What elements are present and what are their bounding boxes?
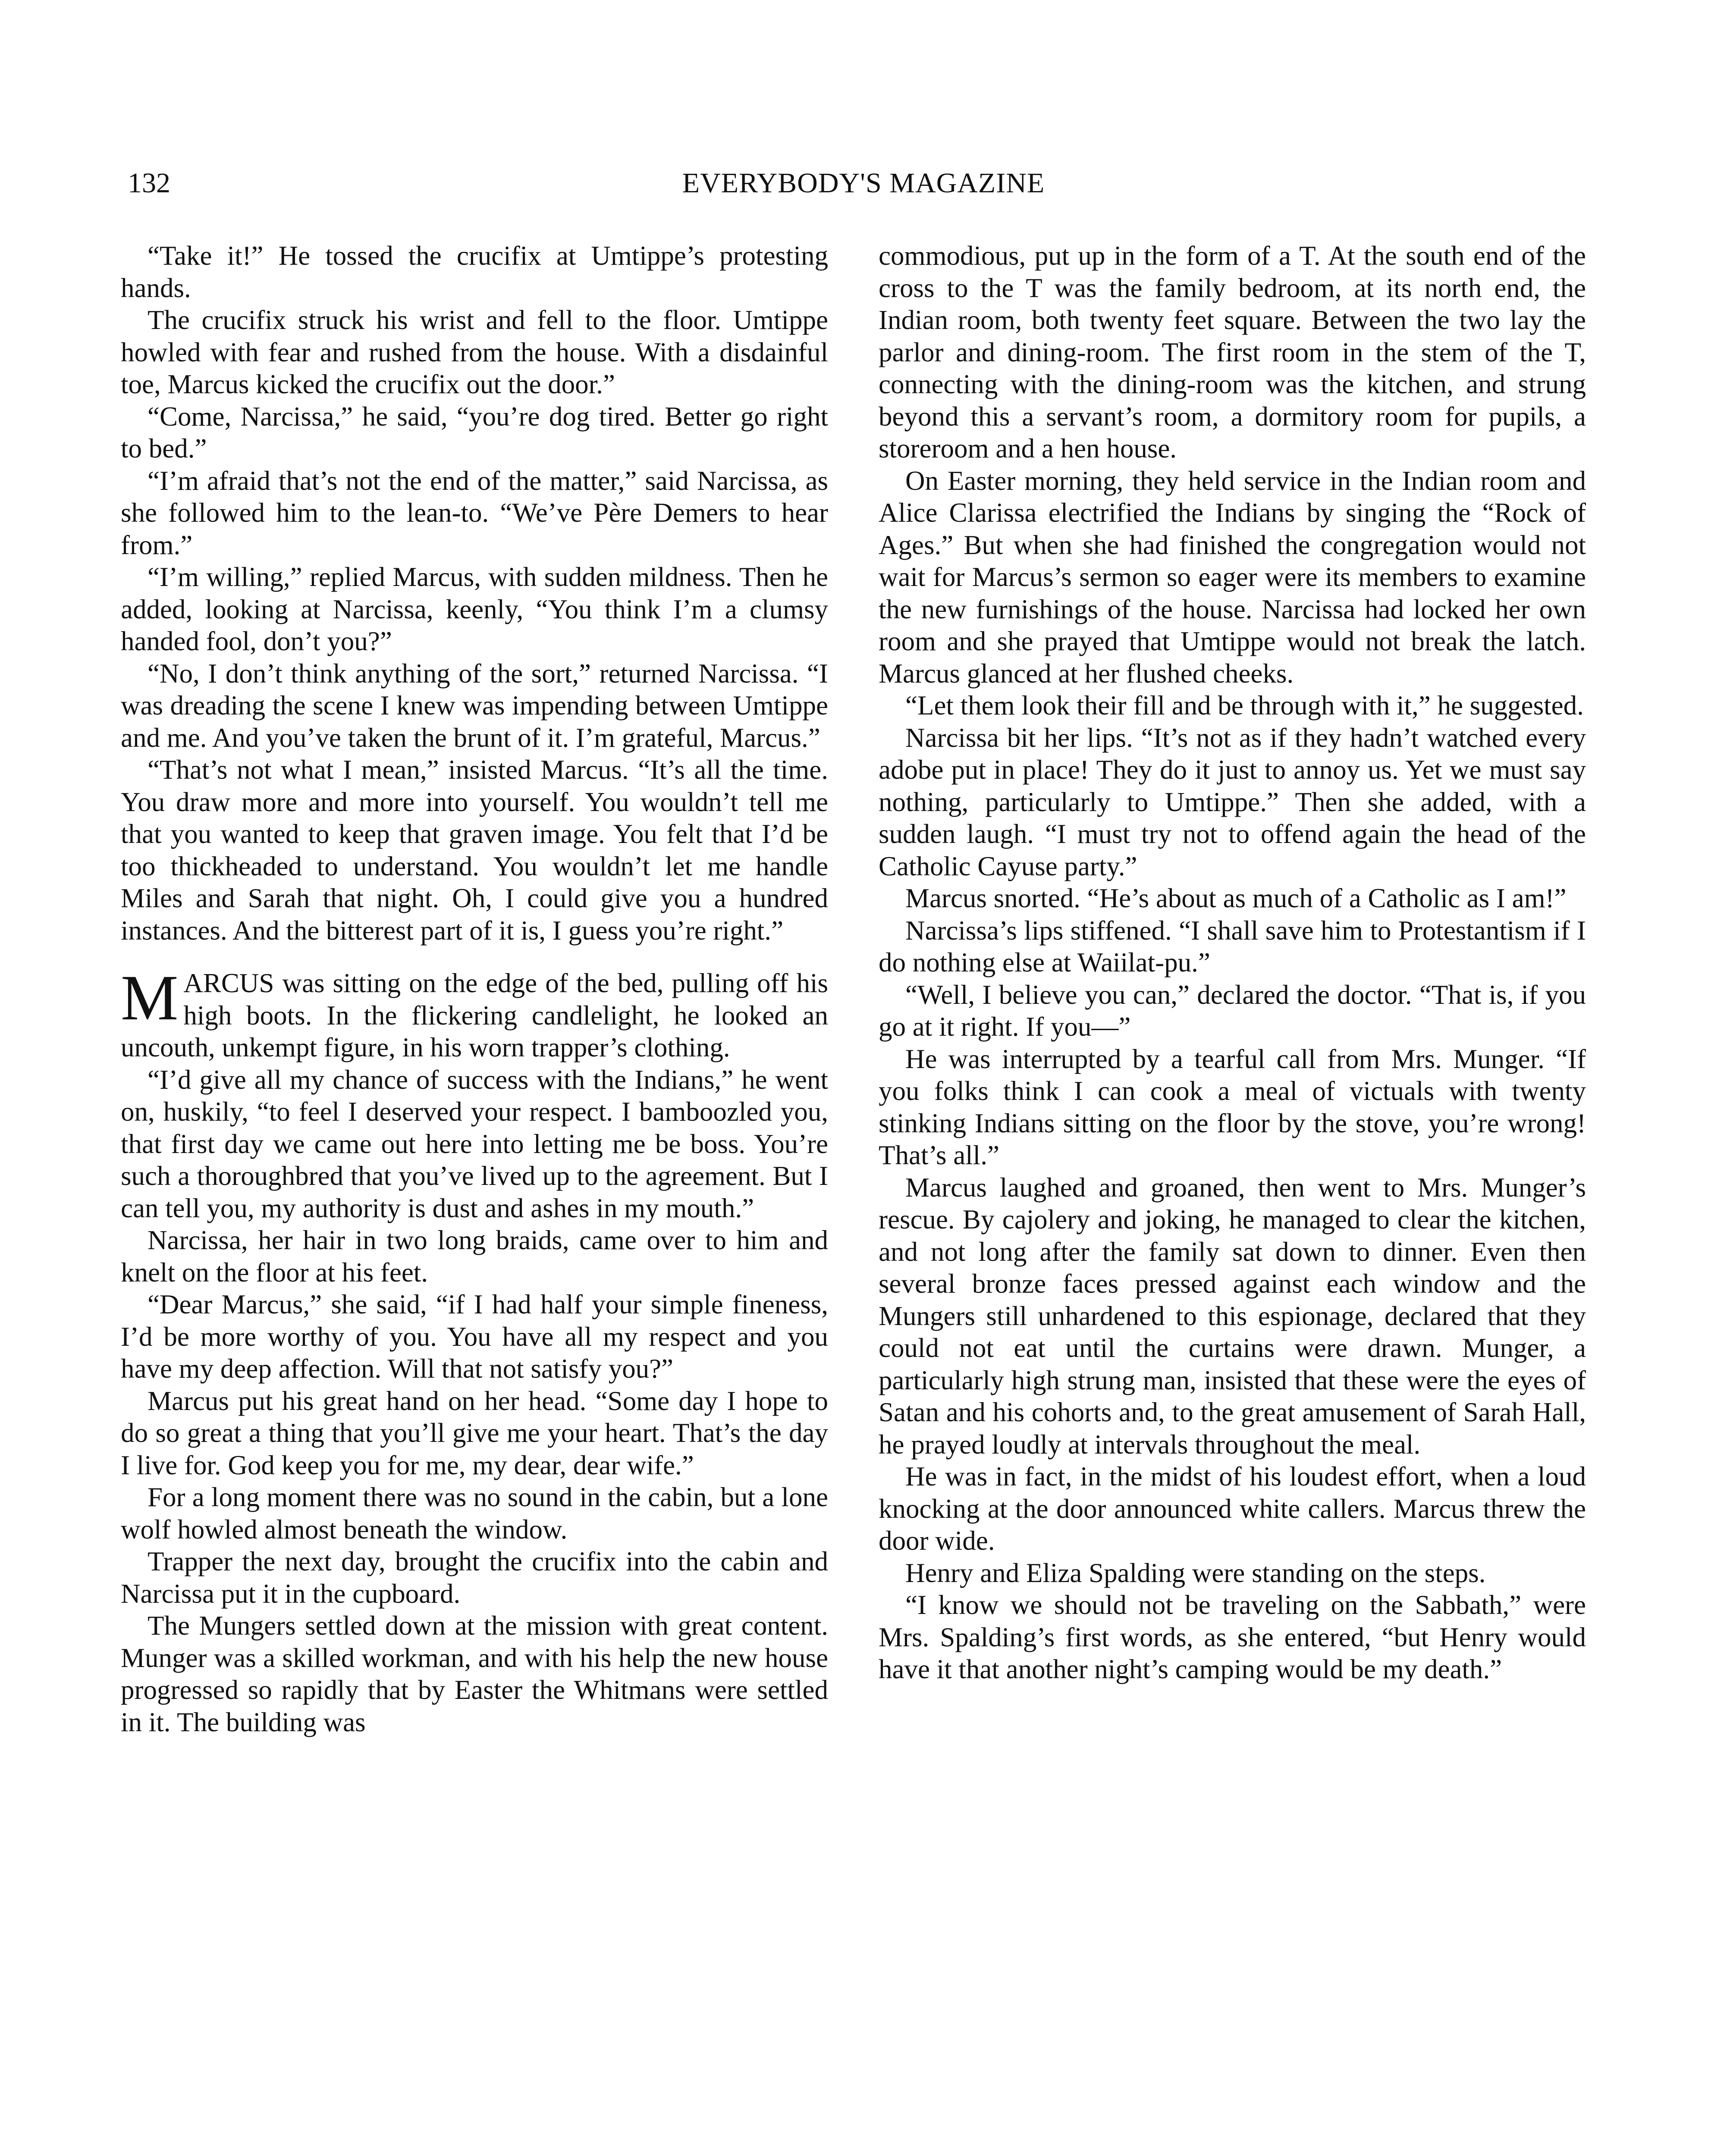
paragraph: “I’m afraid that’s not the end of the matter,” said Narcissa, as she followed him to the lean-to. “We’ve Père Demers to hear from.” [121, 465, 828, 560]
paragraph: “No, I don’t think anything of the sort,” returned Narcissa. “I was dreading the scene I knew was impending between Umtippe and me. And you’ve taken the brunt of it. I’m grateful, Marcus.” [121, 658, 828, 753]
running-head-e: E [682, 167, 700, 199]
drop-cap: M [121, 962, 179, 1034]
running-head-agazine: AGAZINE [915, 167, 1045, 199]
paragraph: For a long moment there was no sound in the cabin, but a lone wolf howled almost beneath the window. [121, 1482, 828, 1545]
running-head-m: M [889, 167, 915, 199]
paragraph: Narcissa, her hair in two long braids, came over to him and knelt on the floor at his feet. [121, 1225, 828, 1288]
running-head [0, 169, 1727, 197]
paragraph: Narcissa bit her lips. “It’s not as if they hadn’t watched every adobe put in place! They do it just to annoy us. Yet we must say nothing, particularly to Umtippe.” Then she added, with a sudden laugh. “I must try not to offend again the head of the Catholic Cayuse party.” [879, 722, 1586, 881]
paragraph: Marcus laughed and groaned, then went to Mrs. Munger’s rescue. By cajolery and joking, he managed to clear the kitchen, and not long after the family sat down to dinner. Even then several bronze faces pressed against each window and the Mungers still unhardened to this espionage, declared that they could not eat until the curtains were drawn. Munger, a particularly high strung man, insisted that these were the eyes of Satan and his cohorts and, to the great amusement of Sarah Hall, he prayed loudly at intervals throughout the meal. [879, 1172, 1586, 1460]
paragraph: The crucifix struck his wrist and fell to the floor. Umtippe howled with fear and rushed from the house. With a disdainful toe, Marcus kicked the crucifix out the door.” [121, 305, 828, 399]
paragraph: “Dear Marcus,” she said, “if I had half your simple fineness, I’d be more worthy of you. You have all my respect and you have my deep affection. Will that not satisfy you?” [121, 1289, 828, 1384]
paragraph: “Well, I believe you can,” declared the doctor. “That is, if you go at it right. If you—” [879, 979, 1586, 1042]
paragraph-continued: commodious, put up in the form of a T. At the south end of the cross to the T was the family bedroom, at its north end, the Indian room, both twenty feet square. Between the two lay the parlor and dining-room. The first room in the stem of the T, connecting with the dining-room was the kitchen, and strung beyond this a servant’s room, a dormitory room for pupils, a storeroom and a hen house. [879, 241, 1586, 464]
paragraph: He was in fact, in the midst of his loudest effort, when a loud knocking at the door announced white callers. Marcus threw the door wide. [879, 1461, 1586, 1556]
paragraph: “Take it!” He tossed the crucifix at Umtippe’s protesting hands. [121, 241, 828, 303]
paragraph: Henry and Eliza Spalding were standing on the steps. [905, 1557, 1486, 1588]
paragraph: “I know we should not be traveling on the Sabbath,” were Mrs. Spalding’s first words, as she entered, “but Henry would have it that another night’s camping would be my death.” [879, 1590, 1586, 1684]
paragraph: On Easter morning, they held service in the Indian room and Alice Clarissa electrified the Indians by singing the “Rock of Ages.” But when she had finished the congregation would not wait for Marcus’s sermon so eager were its members to examine the new furnishings of the house. Narcissa had locked her own room and she prayed that Umtippe would not break the latch. Marcus glanced at her flushed cheeks. [879, 465, 1586, 689]
small-caps-lead: ARCUS [183, 968, 274, 998]
paragraph: “Let them look their fill and be through with it,” he suggested. [905, 690, 1584, 721]
section-text: was sitting on the edge of the bed, pulling off his high boots. In the flickering candlelight, he looked an uncouth, unkempt figure, in his worn trapper’s clothing. [121, 968, 828, 1062]
running-head-verybodys: VERYBODY'S [700, 167, 882, 199]
paragraph: “Come, Narcissa,” he said, “you’re dog tired. Better go right to bed.” [121, 401, 828, 464]
paragraph: Marcus snorted. “He’s about as much of a Catholic as I am!” [905, 883, 1567, 913]
page-number: 132 [128, 167, 170, 199]
paragraph: Marcus put his great hand on her head. “Some day I hope to do so great a thing that you’ll give me your heart. That’s the day I live for. God keep you for me, my dear, dear wife.” [121, 1385, 828, 1480]
paragraph: The Mungers settled down at the mission with great content. Munger was a skilled workman, and with his help the new house progressed so rapidly that by Easter the Whitmans were settled in it. The building was [121, 1611, 828, 1737]
paragraph: “That’s not what I mean,” insisted Marcus. “It’s all the time. You draw more and more into yourself. You wouldn’t tell me that you wanted to keep that graven image. You felt that I’d be too thickheaded to understand. You wouldn’t let me handle Miles and Sarah that night. Oh, I could give you a hundred instances. And the bitterest part of it is, I guess you’re right.” [121, 755, 828, 946]
paragraph: “I’m willing,” replied Marcus, with sudden mildness. Then he added, looking at Narcissa, keenly, “You think I’m a clumsy handed fool, don’t you?” [121, 562, 828, 656]
paragraph: Trapper the next day, brought the crucifix into the cabin and Narcissa put it in the cupboard. [121, 1546, 828, 1609]
left-column [121, 240, 828, 2156]
paragraph: “I’d give all my chance of success with the Indians,” he went on, huskily, “to feel I deserved your respect. I bamboozled you, that first day we came out here into letting me be boss. You’re such a thoroughbred that you’ve lived up to the agreement. But I can tell you, my authority is dust and ashes in my mouth.” [121, 1064, 828, 1223]
right-column [879, 240, 1586, 2156]
paragraph: He was interrupted by a tearful call from Mrs. Munger. “If you folks think I can cook a meal of victuals with twenty stinking Indians sitting on the floor by the stove, you’re wrong! That’s all.” [879, 1044, 1586, 1170]
section-start-paragraph [121, 962, 828, 1064]
paragraph: Narcissa’s lips stiffened. “I shall save him to Protestantism if I do nothing else at Waiilat-pu.” [879, 915, 1586, 978]
